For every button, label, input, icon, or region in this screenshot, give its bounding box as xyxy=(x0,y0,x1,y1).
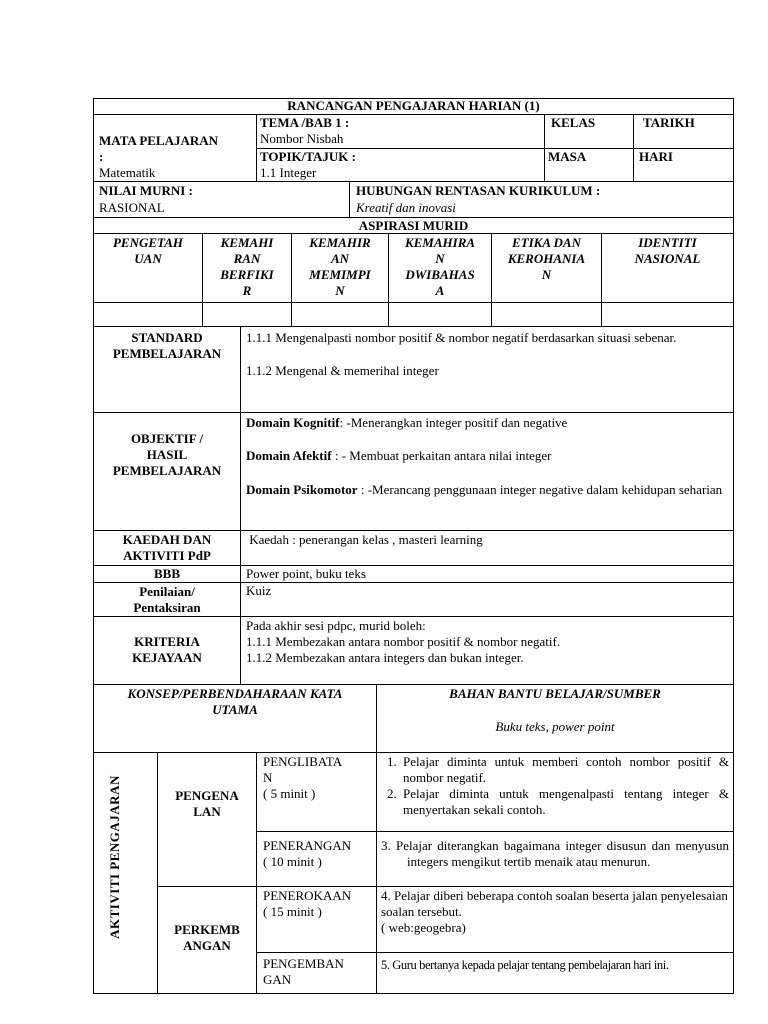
divider xyxy=(93,326,734,327)
tema-value: Nombor Nisbah xyxy=(260,131,344,146)
stage-penglibatan: PENGLIBATA N ( 5 minit ) xyxy=(263,754,343,801)
divider xyxy=(256,752,257,994)
list-item-text: Pelajar diminta untuk mengenalpasti tentang integer & menyertakan sekali contoh. xyxy=(403,786,729,817)
divider xyxy=(93,302,734,303)
divider xyxy=(256,114,257,182)
topik-value: 1.1 Integer xyxy=(260,165,317,180)
bbb-value: Power point, buku teks xyxy=(246,566,366,581)
penilaian-value: Kuiz xyxy=(246,583,272,598)
domain-afektif xyxy=(246,448,730,464)
domain-afektif-label: Domain Afektif xyxy=(246,448,332,463)
list-item xyxy=(381,754,729,786)
activity-pengembangan: 5. Guru bertanya kepada pelajar tentang pembelajaran hari ini. xyxy=(381,958,669,972)
activity-penerokaan: 4. Pelajar diberi beberapa contoh soalan beserta jalan penyelesaian soalan tersebut. ( web:geogebra) xyxy=(381,888,728,935)
activity-list-penglibatan xyxy=(381,754,729,818)
domain-afektif-text: : - Membuat perkaitan antara nilai integer xyxy=(331,448,552,463)
divider xyxy=(93,616,734,617)
stage-penerokaan: PENEROKAAN ( 15 minit ) xyxy=(263,888,352,919)
aspirasi-col-kemahiran-memimpin: KEMAHIR AN MEMIMPI N xyxy=(309,235,371,298)
border-bottom xyxy=(93,993,734,994)
domain-psikomotor-text: : -Merancang penggunaan integer negative dalam kehidupan seharian xyxy=(357,482,723,497)
kelas-label: KELAS xyxy=(551,115,596,130)
bbb-label: BBB xyxy=(153,566,180,581)
aspirasi-col-kemahiran-berfikir: KEMAHI RAN BERFIKI R xyxy=(220,235,274,298)
tarikh-label: TARIKH xyxy=(643,115,695,130)
masa-label: MASA xyxy=(548,149,587,164)
hubungan-value: Kreatif dan inovasi xyxy=(356,200,456,215)
hubungan-label: HUBUNGAN RENTASAN KURIKULUM : xyxy=(356,183,601,198)
nilai-murni-value: RASIONAL xyxy=(99,200,165,215)
divider xyxy=(349,181,350,218)
penilaian-label: Penilaian/ Pentaksiran xyxy=(133,584,201,615)
list-number-1: 1. xyxy=(387,754,397,769)
topik-label: TOPIK/TAJUK : xyxy=(260,149,356,164)
divider xyxy=(256,831,734,832)
divider xyxy=(633,114,634,182)
tema-label: TEMA /BAB 1 : xyxy=(260,115,350,130)
mata-pelajaran-colon: : xyxy=(99,149,104,164)
mata-pelajaran-label: MATA PELAJARAN xyxy=(99,133,219,148)
perkembangan-label: PERKEMB ANGAN xyxy=(174,922,240,953)
divider xyxy=(93,181,734,182)
list-item-text: Pelajar diminta untuk memberi contoh nombor positif & nombor negatif. xyxy=(403,754,729,785)
aktiviti-pengajaran-text: AKTIVITI PENGAJARAN xyxy=(107,775,122,939)
aspirasi-col-identiti: IDENTITI NASIONAL xyxy=(634,235,701,266)
standard-label: STANDARD PEMBELAJARAN xyxy=(112,330,222,361)
nilai-murni-label: NILAI MURNI : xyxy=(99,183,193,198)
mata-pelajaran-value: Matematik xyxy=(99,165,156,180)
list-number-2: 2. xyxy=(387,786,397,801)
standard-line-2: 1.1.2 Mengenal & memerihal integer xyxy=(246,363,439,378)
divider xyxy=(157,886,734,887)
activity-penerangan: 3. Pelajar diterangkan bagaimana integer disusun dan menyusun integers mengikut tertib menaik atau menurun. xyxy=(381,838,729,869)
aspirasi-col-etika: ETIKA DAN KEROHANIA N xyxy=(507,235,586,282)
objektif-label: OBJEKTIF / HASIL PEMBELAJARAN xyxy=(112,431,222,478)
aspirasi-col-pengetahuan: PENGETAH UAN xyxy=(112,235,184,266)
standard-line-1: 1.1.1 Mengenalpasti nombor positif & nombor negatif berdasarkan situasi sebenar. xyxy=(246,330,677,345)
list-item xyxy=(381,786,729,818)
divider xyxy=(93,752,734,753)
stage-pengembangan: PENGEMBAN GAN xyxy=(263,956,344,987)
divider xyxy=(93,412,734,413)
pengenalan-label: PENGENA LAN xyxy=(175,788,239,819)
bahan-value: Buku teks, power point xyxy=(495,719,615,734)
kaedah-value: Kaedah : penerangan kelas , masteri learning xyxy=(246,532,483,547)
aspirasi-col-kemahiran-dwibahasa: KEMAHIRA N DWIBAHAS A xyxy=(404,235,476,298)
stage-penerangan: PENERANGAN ( 10 minit ) xyxy=(263,838,352,869)
divider xyxy=(544,114,545,182)
domain-psikomotor-label: Domain Psikomotor xyxy=(246,482,358,497)
divider xyxy=(93,684,734,685)
domain-kognitif-text: : -Menerangkan integer positif dan negative xyxy=(339,415,568,430)
domain-psikomotor xyxy=(246,482,730,498)
page-title: RANCANGAN PENGAJARAN HARIAN (1) xyxy=(287,98,540,113)
kaedah-label: KAEDAH DAN AKTIVITI PdP xyxy=(122,532,212,563)
divider xyxy=(256,952,734,953)
divider xyxy=(240,326,241,684)
konsep-label: KONSEP/PERBENDAHARAAN KATA UTAMA xyxy=(127,686,343,717)
aktiviti-pengajaran-vertical-label xyxy=(100,762,130,952)
kriteria-label: KRITERIA KEJAYAAN xyxy=(132,634,202,665)
bahan-label: BAHAN BANTU BELAJAR/SUMBER xyxy=(449,686,661,701)
domain-kognitif xyxy=(246,415,730,431)
divider xyxy=(93,530,734,531)
hari-label: HARI xyxy=(639,149,673,164)
aspirasi-title: ASPIRASI MURID xyxy=(358,218,469,233)
domain-kognitif-label: Domain Kognitif xyxy=(246,415,340,430)
kriteria-value: Pada akhir sesi pdpc, murid boleh: 1.1.1 Membezakan antara nombor positif & nombor negatif. 1.1.2 Membezakan antara integers dan bukan integer. xyxy=(246,618,561,665)
